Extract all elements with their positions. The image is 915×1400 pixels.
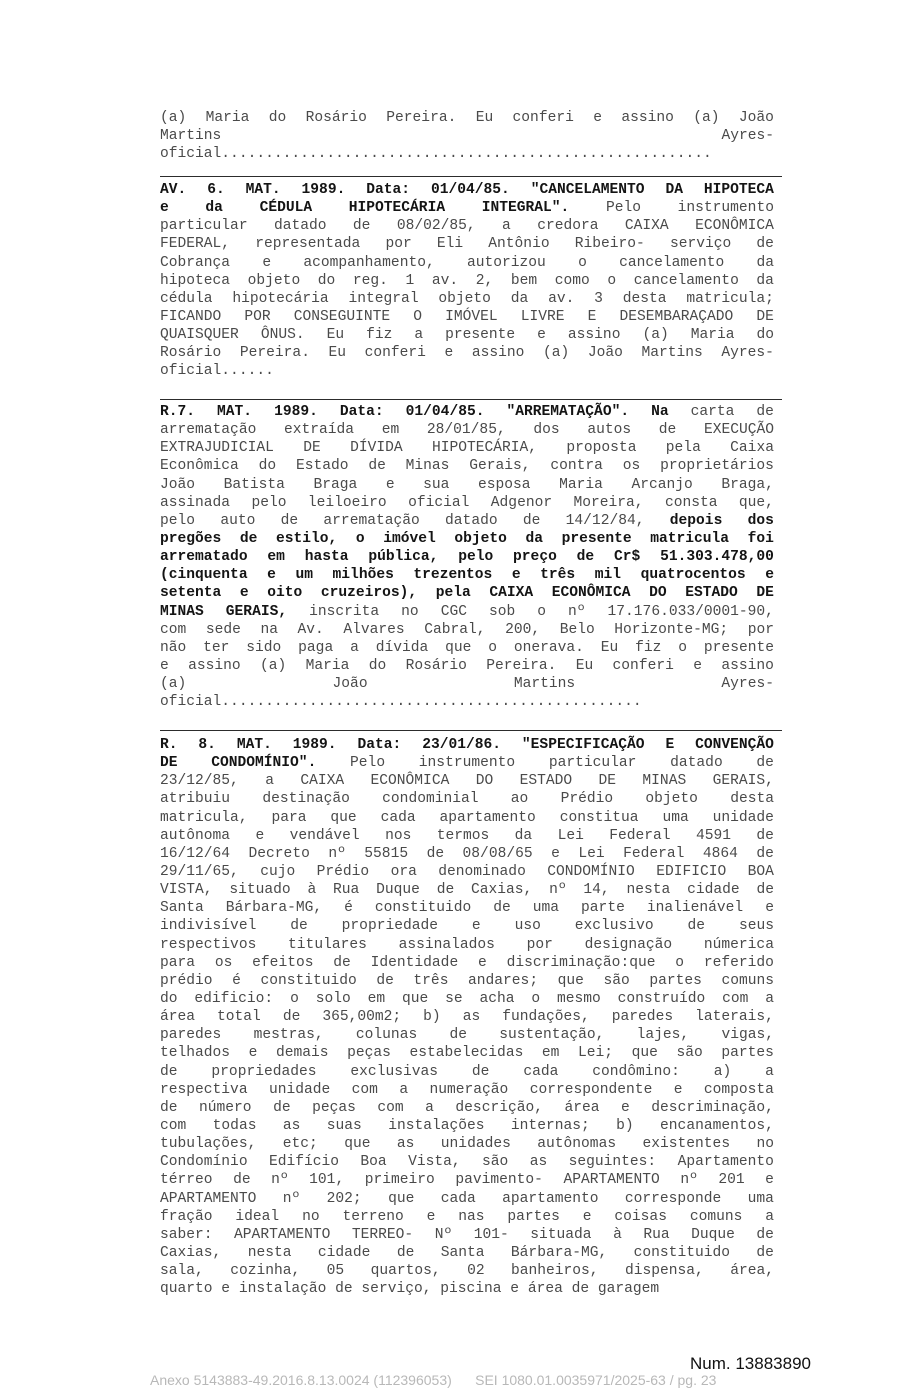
text-line: particular datado de 08/02/85, a credora CAIXA ECONÔMICA — [160, 218, 774, 235]
text-line: oficial........................................................ — [160, 146, 712, 163]
text-line: fração ideal no terreno e nas partes e coisas comuns a — [160, 1208, 774, 1225]
text-line: não ter sido paga a dívida que o onerava. Eu fiz o presente — [160, 639, 774, 656]
separator-line — [160, 176, 782, 177]
text-line: atribuiu destinação condominial ao Prédio objeto desta — [160, 791, 774, 808]
text-line: QUAISQUER ÔNUS. Eu fiz a presente e assino (a) Maria do — [160, 327, 774, 344]
text-line: térreo de nº 101, primeiro pavimento- APARTAMENTO nº 201 e — [160, 1172, 774, 1189]
text-line: com sede na Av. Alvares Cabral, 200, Belo Horizonte-MG; por — [160, 621, 774, 638]
text-line: tubulações, etc; que as unidades autônomas existentes no — [160, 1136, 774, 1153]
text-line: VISTA, situado à Rua Duque de Caxias, nº 14, nesta cidade de — [160, 882, 774, 899]
entry-r7 — [160, 403, 774, 711]
text-line: área total de 365,00m2; b) as fundações, paredes laterais, — [160, 1009, 774, 1026]
text-line: Rosário Pereira. Eu conferi e assino (a) João Martins Ayres- — [160, 345, 774, 362]
text-line: Santa Bárbara-MG, é constituido de uma parte inalienável e — [160, 900, 774, 917]
text-line: João Batista Braga e sua esposa Maria Arcanjo Braga, — [160, 476, 774, 493]
text-line: MINAS GERAIS, inscrita no CGC sob o nº 17.176.033/0001-90, — [160, 603, 774, 620]
text-line: Cobrança e acompanhamento, autorizou o cancelamento da — [160, 254, 774, 271]
text-line: (cinquenta e um milhões trezentos e três mil quatrocentos e — [160, 567, 774, 584]
text-line: de propriedades exclusivas de cada condômino: a) a — [160, 1063, 774, 1080]
text-line: sala, cozinha, 05 quartos, 02 banheiros, dispensa, área, — [160, 1263, 774, 1280]
entry-continuation — [160, 109, 774, 163]
text-line: com todas as suas instalações internas; b) encanamentos, — [160, 1117, 774, 1134]
text-line: e assino (a) Maria do Rosário Pereira. Eu conferi e assino — [160, 657, 774, 674]
entry-r8 — [160, 736, 774, 1298]
text-line: APARTAMENTO nº 202; que cada apartamento corresponde uma — [160, 1190, 774, 1207]
text-line: FEDERAL, representada por Eli Antônio Ribeiro- serviço de — [160, 236, 774, 253]
text-line: e da CÉDULA HIPOTECÁRIA INTEGRAL". Pelo instrumento — [160, 200, 774, 217]
text-line: prédio é constituido de três andares; que são partes comuns — [160, 972, 774, 989]
text-line: DE CONDOMÍNIO". Pelo instrumento particular datado de — [160, 755, 774, 772]
text-line: 16/12/64 Decreto nº 55815 de 08/08/65 e Lei Federal 4864 de — [160, 845, 774, 862]
text-line: quarto e instalação de serviço, piscina e área de garagem — [160, 1281, 660, 1298]
text-line: saber: APARTAMENTO TERREO- Nº 101- situada à Rua Duque de — [160, 1226, 774, 1243]
text-line: pelo auto de arrematação datado de 14/12/84, depois dos — [160, 512, 774, 529]
text-line: 29/11/65, cujo Prédio ora denominado CONDOMÍNIO EDIFICIO BOA — [160, 863, 774, 880]
text-line: respectivos titulares assinalados por designação númerica — [160, 936, 774, 953]
text-line: Econômica do Estado de Minas Gerais, contra os proprietários — [160, 458, 774, 475]
text-line: (a) João Martins Ayres- — [160, 676, 774, 693]
text-line: oficial................................................ — [160, 694, 642, 711]
text-line: matricula, para que cada apartamento constitua uma unidade — [160, 809, 774, 826]
text-line: setenta e oito cruzeiros), pela CAIXA ECONÔMICA DO ESTADO DE — [160, 585, 774, 602]
text-line: R. 8. MAT. 1989. Data: 23/01/86. "ESPECIFICAÇÃO E CONVENÇÃO — [160, 737, 774, 753]
text-line: para os efeitos de Identidade e discriminação:que o referido — [160, 954, 774, 971]
document-number: Num. 13883890 — [690, 1354, 811, 1373]
text-line: oficial...... — [160, 363, 274, 380]
text-line: cédula hipotecária integral objeto da av. 3 desta matricula; — [160, 290, 774, 307]
text-line: arrematação extraída em 28/01/85, dos autos de EXECUÇÃO — [160, 422, 774, 439]
text-line: telhados e demais peças estabelecidas em Lei; que são partes — [160, 1045, 774, 1062]
text-line: autônoma e vendável nos termos da Lei Federal 4591 de — [160, 827, 774, 844]
text-line: pregões de estilo, o imóvel objeto da presente matricula foi — [160, 530, 774, 547]
text-line: hipoteca objeto do reg. 1 av. 2, bem como o cancelamento da — [160, 272, 774, 289]
text-line: paredes mestras, colunas de sustentação, lajes, vigas, — [160, 1027, 774, 1044]
text-line: de número de peças com a descrição, área e descriminação, — [160, 1099, 774, 1116]
text-line: Caxias, nesta cidade de Santa Bárbara-MG, constituido de — [160, 1244, 774, 1261]
text-line: Martins Ayres- — [160, 128, 774, 145]
text-line: respectiva unidade com a numeração correspondente e composta — [160, 1081, 774, 1098]
text-line: FICANDO POR CONSEGUINTE O IMÓVEL LIVRE E DESEMBARAÇADO DE — [160, 308, 774, 325]
text-line: (a) Maria do Rosário Pereira. Eu conferi e assino (a) João — [160, 110, 774, 126]
document-reference: Anexo 5143883-49.2016.8.13.0024 (112396053) SEI 1080.01.0035971/2025-63 / pg. 23 — [150, 1372, 717, 1388]
separator-line — [160, 399, 782, 400]
text-line: assinada pelo leiloeiro oficial Adgenor Moreira, consta que, — [160, 494, 774, 511]
text-line: indivisível de propriedade e uso exclusivo de seus — [160, 918, 774, 935]
text-line: Condomínio Edifício Boa Vista, são as seguintes: Apartamento — [160, 1154, 774, 1171]
text-line: 23/12/85, a CAIXA ECONÔMICA DO ESTADO DE MINAS GERAIS, — [160, 773, 774, 790]
text-line: arrematado em hasta pública, pelo preço de Cr$ 51.303.478,00 — [160, 549, 774, 566]
text-line: AV. 6. MAT. 1989. Data: 01/04/85. "CANCELAMENTO DA HIPOTECA — [160, 182, 774, 198]
entry-av6 — [160, 181, 774, 381]
text-line: R.7. MAT. 1989. Data: 01/04/85. "ARREMATAÇÃO". Na carta de — [160, 404, 774, 420]
text-line: do edificio: o solo em que se acha o mesmo construído com a — [160, 990, 774, 1007]
text-line: EXTRAJUDICIAL DE DÍVIDA HIPOTECÁRIA, proposta pela Caixa — [160, 440, 774, 457]
separator-line — [160, 730, 782, 731]
